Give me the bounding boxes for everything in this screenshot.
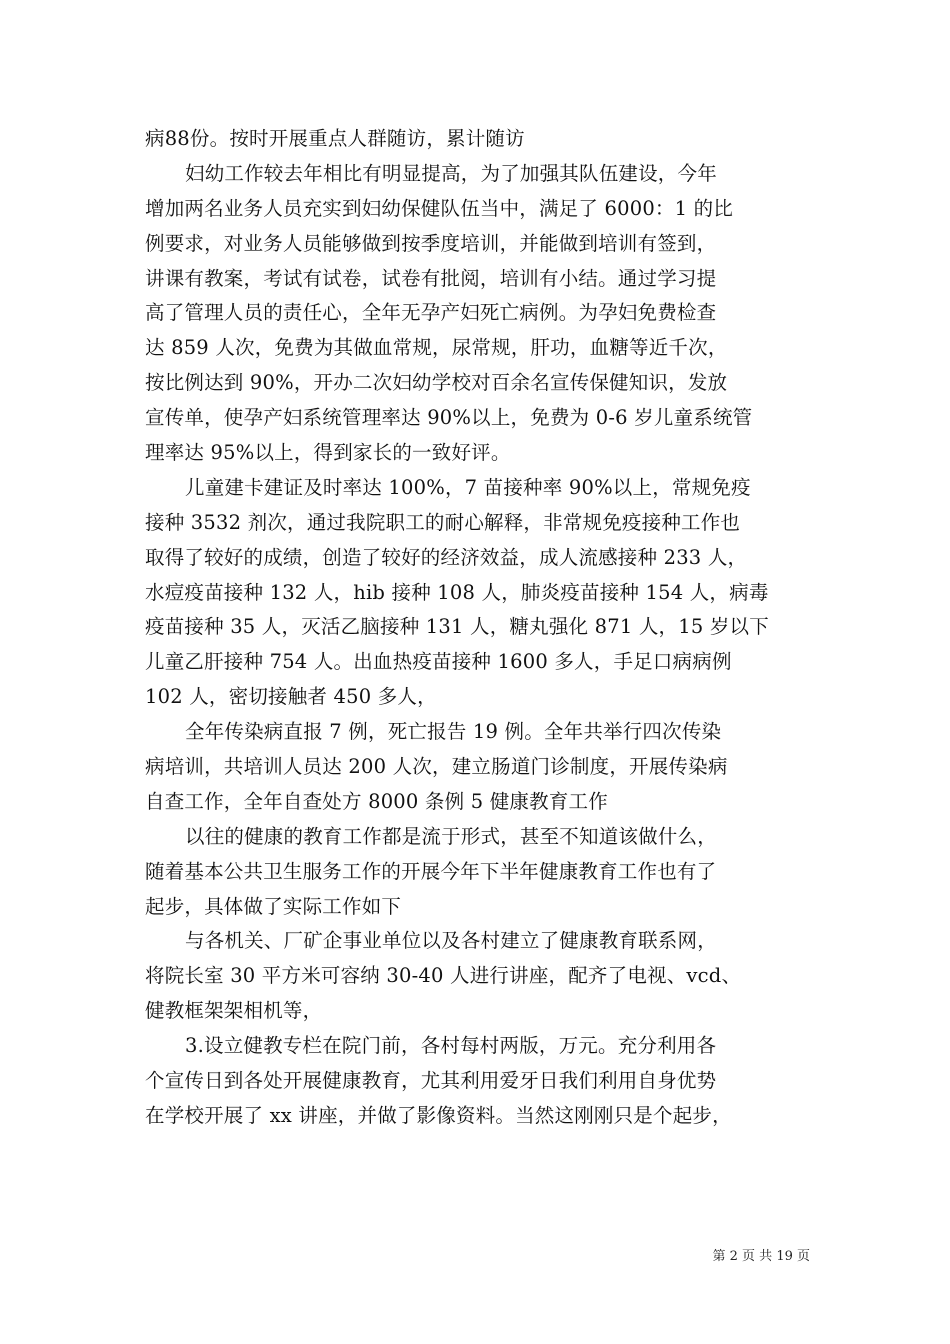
text-line: 接种 3532 剂次，通过我院职工的耐心解释，非常规免疫接种工作也 bbox=[145, 510, 741, 534]
text-line: 自查工作，全年自查处方 8000 条例 5 健康教育工作 bbox=[145, 789, 608, 813]
text-line: 全年传染病直报 7 例，死亡报告 19 例。全年共举行四次传染 bbox=[185, 720, 722, 744]
text-line: 理率达 95%以上，得到家长的一致好评。 bbox=[145, 441, 511, 465]
text-line: 健教框架架相机等， bbox=[145, 999, 323, 1023]
text-line: 按比例达到 90%，开办二次妇幼学校对百余名宣传保健知识，发放 bbox=[145, 371, 728, 395]
text-line: 水痘疫苗接种 132 人，hib 接种 108 人，肺炎疫苗接种 154 人，病毒 bbox=[145, 580, 769, 604]
text-line: 102 人，密切接触者 450 多人， bbox=[145, 685, 437, 709]
text-line: 病培训，共培训人员达 200 人次，建立肠道门诊制度，开展传染病 bbox=[145, 755, 728, 779]
text-line: 高了管理人员的责任心，全年无孕产妇死亡病例。为孕妇免费检查 bbox=[145, 301, 717, 325]
text-line: 取得了较好的成绩，创造了较好的经济效益，成人流感接种 233 人， bbox=[145, 545, 748, 569]
text-line: 儿童建卡建证及时率达 100%，7 苗接种率 90%以上，常规免疫 bbox=[185, 475, 751, 499]
text-line: 病88份。按时开展重点人群随访，累计随访 bbox=[145, 127, 525, 150]
document-body bbox=[145, 122, 815, 1134]
text-line: 个宣传日到各处开展健康教育，尤其利用爱牙日我们利用自身优势 bbox=[145, 1069, 717, 1093]
text-line: 达 859 人次，免费为其做血常规，尿常规，肝功，血糖等近千次， bbox=[145, 336, 728, 360]
text-line: 起步，具体做了实际工作如下 bbox=[145, 894, 402, 918]
text-line: 与各机关、厂矿企事业单位以及各村建立了健康教育联系网， bbox=[185, 929, 717, 953]
text-line: 3.设立健教专栏在院门前，各村每村两版，万元。充分利用各 bbox=[185, 1034, 717, 1058]
text-line: 讲课有教案，考试有试卷，试卷有批阅，培训有小结。通过学习提 bbox=[145, 266, 717, 290]
text-line: 以往的健康的教育工作都是流于形式，甚至不知道该做什么， bbox=[185, 824, 717, 848]
page-number: 第 2 页 共 19 页 bbox=[712, 1249, 810, 1264]
text-line: 随着基本公共卫生服务工作的开展今年下半年健康教育工作也有了 bbox=[145, 859, 717, 883]
text-line: 将院长室 30 平方米可容纳 30-40 人进行讲座，配齐了电视、vcd、 bbox=[145, 964, 742, 988]
text-line: 在学校开展了 xx 讲座，并做了影像资料。当然这刚刚只是个起步， bbox=[145, 1103, 732, 1127]
text-line: 增加两名业务人员充实到妇幼保健队伍当中，满足了 6000：1 的比 bbox=[145, 196, 734, 220]
text-line: 疫苗接种 35 人，灭活乙脑接种 131 人，糖丸强化 871 人，15 岁以下 bbox=[145, 615, 769, 639]
text-line: 妇幼工作较去年相比有明显提高，为了加强其队伍建设，今年 bbox=[185, 161, 717, 185]
text-line: 宣传单，使孕产妇系统管理率达 90%以上，免费为 0-6 岁儿童系统管 bbox=[145, 406, 753, 430]
text-line: 例要求，对业务人员能够做到按季度培训，并能做到培训有签到， bbox=[145, 231, 717, 255]
text-line: 儿童乙肝接种 754 人。出血热疫苗接种 1600 多人，手足口病病例 bbox=[145, 650, 732, 674]
